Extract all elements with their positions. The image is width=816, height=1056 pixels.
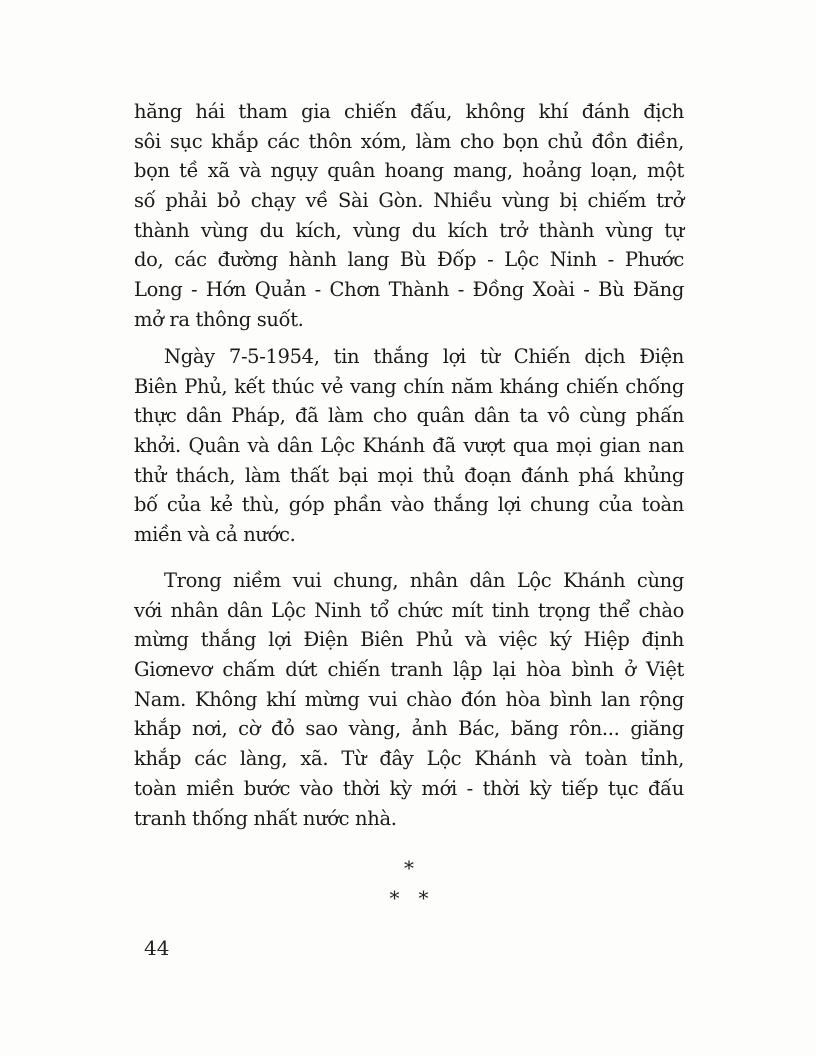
text-line: bọn tề xã và ngụy quân hoang mang, hoảng loạn, một [134,159,684,183]
text-line: bố của kẻ thù, góp phần vào thắng lợi chung của toàn [134,493,684,517]
text-line: thực dân Pháp, đã làm cho quân dân ta vô cùng phấn [134,404,684,428]
section-separator-top: * [404,856,414,880]
text-line: mở ra thông suốt. [134,307,304,331]
paragraph-1 [134,97,684,335]
text-line: do, các đường hành lang Bù Đốp - Lộc Ninh - Phước [134,248,684,272]
paragraph-3 [134,566,684,833]
text-line: Long - Hớn Quản - Chơn Thành - Đồng Xoài - Bù Đăng [134,278,684,302]
text-line: miền và cả nước. [134,523,296,547]
text-line: khởi. Quân và dân Lộc Khánh đã vượt qua mọi gian nan [134,434,684,458]
text-line: Biên Phủ, kết thúc vẻ vang chín năm kháng chiến chống [134,374,684,398]
text-line: tranh thống nhất nước nhà. [134,806,397,830]
text-line: số phải bỏ chạy về Sài Gòn. Nhiều vùng bị chiếm trở [134,189,684,213]
text-line: hăng hái tham gia chiến đấu, không khí đánh địch [134,100,684,123]
text-line: khắp nơi, cờ đỏ sao vàng, ảnh Bác, băng rôn... giăng [134,717,684,741]
paragraph-2 [134,342,684,550]
text-line: Giơnevơ chấm dứt chiến tranh lập lại hòa bình ở Việt [134,658,684,682]
text-line: mừng thắng lợi Điện Biên Phủ và việc ký Hiệp định [134,628,684,652]
page-number: 44 [144,936,170,960]
text-line: Ngày 7-5-1954, tin thắng lợi từ Chiến dịch Điện [164,345,684,368]
text-line: khắp các làng, xã. Từ đây Lộc Khánh và toàn tỉnh, [134,747,684,771]
text-line: Nam. Không khí mừng vui chào đón hòa bình lan rộng [134,687,684,711]
text-line: thử thách, làm thất bại mọi thủ đoạn đánh phá khủng [134,463,684,487]
text-line: với nhân dân Lộc Ninh tổ chức mít tinh trọng thể chào [134,598,684,622]
text-line: Trong niềm vui chung, nhân dân Lộc Khánh cùng [164,569,684,592]
section-separator-bottom: * * [389,886,429,910]
text-line: toàn miền bước vào thời kỳ mới - thời kỳ tiếp tục đấu [134,776,684,800]
text-line: thành vùng du kích, vùng du kích trở thành vùng tự [134,218,684,242]
text-line: sôi sục khắp các thôn xóm, làm cho bọn chủ đồn điền, [134,129,684,153]
